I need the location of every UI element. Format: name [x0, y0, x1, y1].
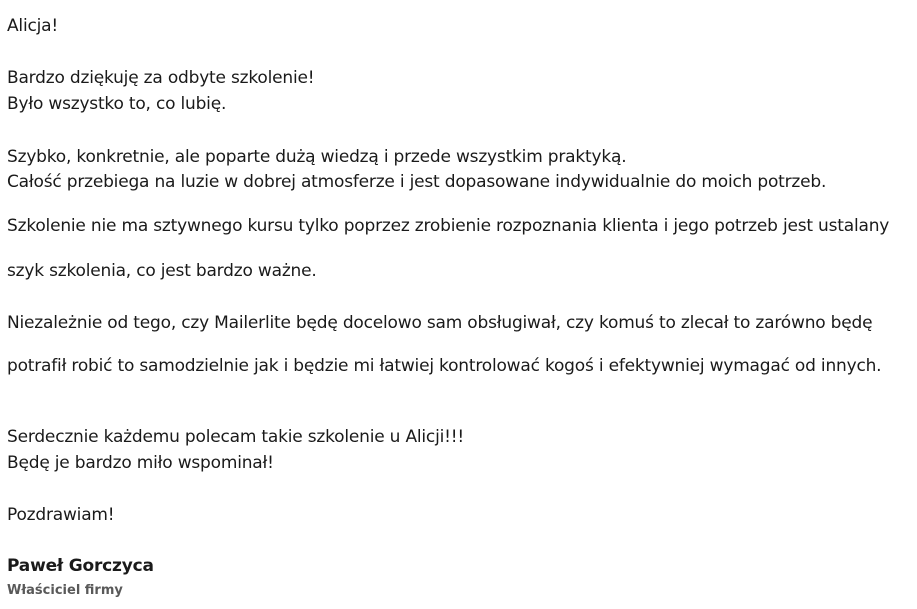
greeting: Alicja!: [7, 16, 58, 36]
paragraph-2-line-2: Całość przebiega na luzie w dobrej atmosferze i jest dopasowane indywidualnie do moich potrzeb.: [7, 172, 827, 192]
paragraph-5-line-2: Będę je bardzo miło wspominał!: [7, 453, 274, 473]
paragraph-3-line-2: szyk szkolenia, co jest bardzo ważne.: [7, 261, 317, 281]
signature-role: Właściciel firmy: [7, 583, 123, 598]
paragraph-4-line-1: Niezależnie od tego, czy Mailerlite będę docelowo sam obsługiwał, czy komuś to zlecał to zarówno będę: [7, 313, 873, 333]
paragraph-1-line-1: Bardzo dziękuję za odbyte szkolenie!: [7, 68, 315, 88]
paragraph-4-line-2: potrafił robić to samodzielnie jak i będzie mi łatwiej kontrolować kogoś i efektywniej wymagać od innych.: [7, 356, 882, 376]
closing: Pozdrawiam!: [7, 505, 115, 525]
paragraph-2-line-1: Szybko, konkretnie, ale poparte dużą wiedzą i przede wszystkim praktyką.: [7, 147, 627, 167]
signature-name: Paweł Gorczyca: [7, 556, 154, 576]
paragraph-3-line-1: Szkolenie nie ma sztywnego kursu tylko poprzez zrobienie rozpoznania klienta i jego potrzeb jest ustalany: [7, 216, 890, 236]
paragraph-1-line-2: Było wszystko to, co lubię.: [7, 94, 227, 114]
paragraph-5-line-1: Serdecznie każdemu polecam takie szkolenie u Alicji!!!: [7, 427, 464, 447]
